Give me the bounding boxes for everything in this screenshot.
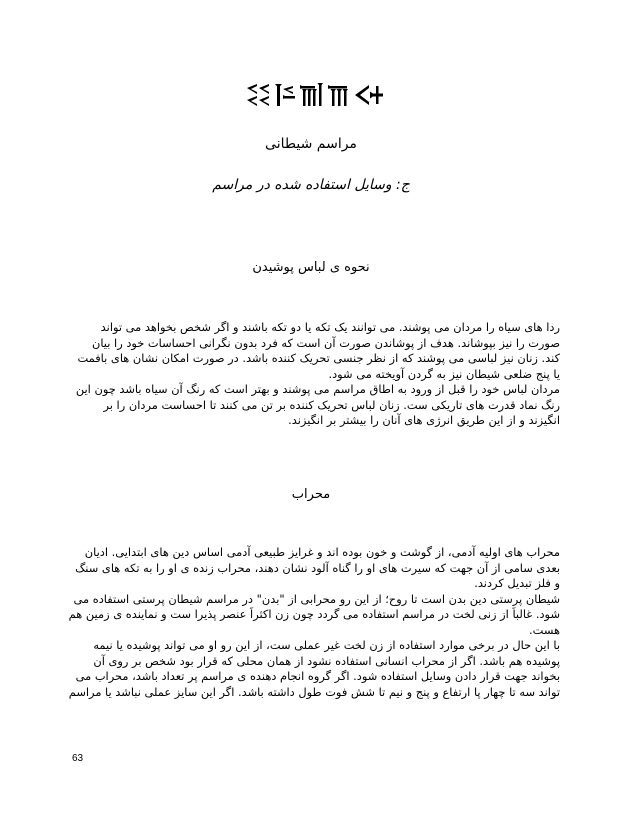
text-line: صورت را نیز بپوشاند. هدف از پوشاندن صورت آن است که فرد بدون نگرانی احساسات خود را بیان <box>91 335 560 350</box>
text-line: مردان لباس خود را قبل از ورود به اطاق مراسم می پوشند و بهتر است که رنگ آن سیاه باشد چون این <box>75 382 560 396</box>
text-line: با این حال در برخی موارد استفاده از زن لخت غیر عملی ست، از این رو او می تواند پوشیده یا نیمه <box>93 638 560 652</box>
cuneiform-glyphs-icon <box>245 80 385 110</box>
section-paragraph-altar <box>66 545 560 700</box>
document-subtitle: ج: وسایل استفاده شده در مراسم <box>212 177 410 193</box>
text-line: ردا های سیاه را مردان می پوشند. می توانند یک تکه یا دو تکه باشند و اگر شخص بخواهد می تواند <box>100 320 560 334</box>
text-line: رنگ نماد قدرت های تاریکی ست. زنان لباس تحریک کننده بر تن می کنند تا احساست مردان را بر <box>103 397 560 412</box>
section-heading-clothing: نحوه ی لباس پوشیدن <box>252 260 370 275</box>
text-line: بخواند جهت قرار دادن وسایل استفاده شود. اگر گروه انجام دهنده ی مراسم پر تعداد باشد، محراب می <box>75 669 560 683</box>
text-line: تواند سه تا چهار پا ارتفاع و پنج و نیم تا شش فوت طول داشته باشد. اگر این سایز عملی نباشد یا مراسم <box>68 684 560 699</box>
text-line: محراب های اولیه آدمی، از گوشت و خون بوده اند و غرایز طبیعی آدمی اساس دین های ابتدایی. ادیان <box>84 545 560 559</box>
section-paragraph-clothing <box>66 320 560 429</box>
document-title: مراسم شیطانی <box>265 136 357 152</box>
text-line: هست. <box>529 622 560 637</box>
text-line: پوشیده هم باشد. اگر از محراب انسانی استفاده نشود از همان محلی که قرار بود شخص بر روی آن <box>93 653 560 668</box>
text-line: انگیزند و از این طریق انرژی های آنان را بیشتر بر انگیزند. <box>288 413 560 427</box>
text-line: کند. زنان نیز لباسی می پوشند که از نظر جنسی تحریک کننده باشد. در صورت امکان نشان های بافمت <box>77 351 560 365</box>
section-heading-altar: محراب <box>291 487 331 502</box>
page-number: 63 <box>72 753 84 764</box>
text-line: شود. غالباً از زنی لخت در مراسم استفاده می گردد چون زن اکثراً عنصر پذیرا ست و نماینده ی زمین هم <box>68 607 560 621</box>
text-line: بعدی سامی از آن جهت که سیرت های او را گناه آلود نشان دهند، محراب زنده ی او را به تکه های سنگ <box>75 560 560 575</box>
text-line: و فلز تبدیل کردند. <box>474 576 560 590</box>
text-line: یا پنج ضلعی شیطان نیز به گردن آویخته می شود. <box>328 366 560 381</box>
text-line: شیطان پرستی دین بدن است تا روح؛ از این رو محرابی از "بدن" در مراسم شیطان پرستی استفاده می <box>73 591 560 606</box>
